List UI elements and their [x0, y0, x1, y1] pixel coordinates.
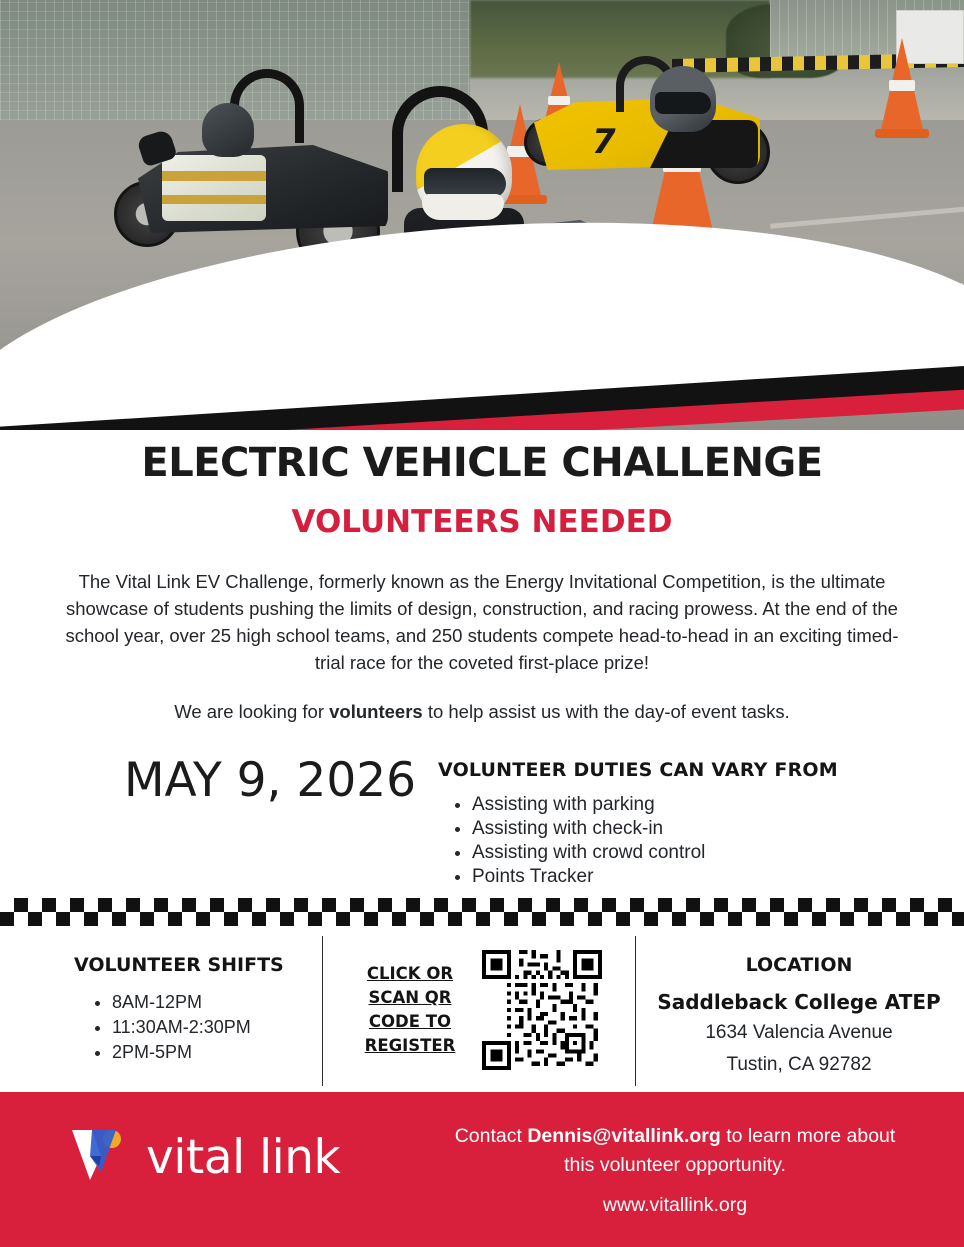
vital-link-logo — [68, 1126, 340, 1188]
location-heading: LOCATION — [745, 954, 853, 976]
list-item: • 2PM-5PM — [112, 1040, 322, 1065]
cta-prefix: We are looking for — [174, 701, 330, 722]
register-link[interactable]: CLICK OR SCAN QR CODE TO REGISTER — [364, 964, 456, 1055]
list-item: • Points Tracker — [472, 865, 838, 888]
duties-heading: VOLUNTEER DUTIES CAN VARY FROM — [438, 759, 838, 781]
location-name: Saddleback College ATEP — [657, 990, 941, 1014]
date-and-duties-row — [0, 749, 964, 889]
list-item: • 11:30AM-2:30PM — [112, 1015, 322, 1040]
contact-email[interactable]: Dennis@vitallink.org — [527, 1125, 721, 1147]
location-city: Tustin, CA 92782 — [726, 1054, 872, 1075]
kart-number: 7 — [592, 122, 616, 162]
duties-block — [438, 749, 838, 889]
page-title: ELECTRIC VEHICLE CHALLENGE — [141, 440, 823, 486]
website-link[interactable]: www.vitallink.org — [602, 1194, 748, 1216]
event-date: MAY 9, 2026 — [123, 753, 417, 808]
vital-link-mark-icon — [68, 1126, 130, 1188]
driver-helmet-yellow — [416, 124, 512, 220]
list-item: • Assisting with check-in — [472, 817, 838, 840]
cta-bold: volunteers — [329, 701, 423, 722]
kart-side-panel — [162, 155, 266, 221]
duties-list — [438, 793, 838, 888]
list-item: • Assisting with parking — [472, 793, 838, 816]
driver-helmet — [202, 103, 254, 157]
logo-wordmark: vital link — [146, 1129, 341, 1185]
hero-photo — [0, 0, 964, 430]
page-subtitle: VOLUNTEERS NEEDED — [291, 504, 673, 540]
intro-paragraph: The Vital Link EV Challenge, formerly known as the Energy Invitational Competition, is the ultimate showcase of students pushing the limits of design, construction, and racing prowess. At the end of the school year, over 25 high school teams, and 250 students compete head-to-head in an exciting timed-trial race for the coveted first-place prize! — [65, 571, 899, 673]
shifts-heading: VOLUNTEER SHIFTS — [74, 954, 284, 976]
register-block[interactable] — [323, 932, 635, 1072]
location-block — [636, 932, 962, 1078]
traffic-cone-icon — [880, 38, 924, 134]
qr-code-icon[interactable] — [480, 948, 604, 1072]
shifts-list — [0, 990, 322, 1065]
list-item: • Assisting with crowd control — [472, 841, 838, 864]
checkered-flag-divider — [0, 898, 964, 926]
cta-suffix: to help assist us with the day-of event tasks. — [422, 701, 790, 722]
footer — [0, 1092, 964, 1247]
info-row — [0, 932, 964, 1090]
main-content — [0, 430, 964, 889]
list-item: • 8AM-12PM — [112, 990, 322, 1015]
contact-suffix: to learn more about this volunteer opportunity. — [564, 1125, 896, 1176]
call-to-action-paragraph — [87, 698, 877, 725]
contact-prefix: Contact — [454, 1125, 528, 1147]
shifts-block — [0, 932, 322, 1065]
location-street: 1634 Valencia Avenue — [705, 1022, 893, 1043]
contact-text — [440, 1122, 910, 1180]
